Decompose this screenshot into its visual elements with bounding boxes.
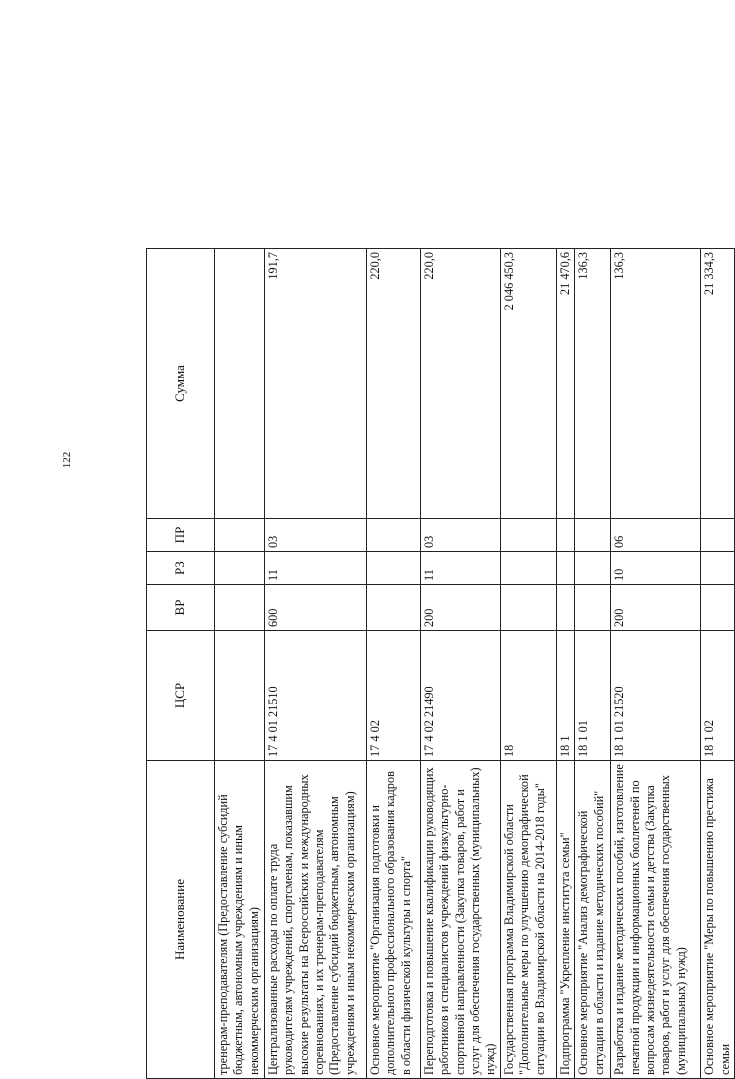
header-vr: ВР — [147, 585, 215, 631]
cell-sum — [215, 249, 265, 519]
cell-sum: 136,3 — [575, 249, 611, 519]
cell-name: Централизованные расходы по оплате труда руководителям учреждений, спортсменам, показавшим высокие результаты на Всероссийских и международных соревнованиях, и их тренерам-преподавателям (Предоставление субсидий бюджетным, автономным учреждениям и иным некоммерческим организациям) — [265, 761, 367, 1079]
cell-vr — [701, 585, 735, 631]
cell-name: Основное мероприятие "Организация подготовки и дополнительного профессионального образования кадров в области физической культуры и спорта" — [367, 761, 421, 1079]
cell-sum: 191,7 — [265, 249, 367, 519]
cell-vr: 200 — [421, 585, 501, 631]
cell-pr — [701, 519, 735, 552]
budget-table — [146, 248, 735, 1079]
cell-rz — [701, 552, 735, 585]
cell-pr — [575, 519, 611, 552]
cell-rz — [215, 552, 265, 585]
table-row — [500, 249, 556, 1079]
cell-vr — [575, 585, 611, 631]
cell-vr — [215, 585, 265, 631]
cell-name: Основное мероприятие "Меры по повышению престижа семьи — [701, 761, 735, 1079]
cell-pr — [556, 519, 574, 552]
cell-sum: 21 334,3 — [701, 249, 735, 519]
page-number: 122 — [61, 451, 73, 469]
header-rz: РЗ — [147, 552, 215, 585]
table-row — [556, 249, 574, 1079]
cell-rz — [556, 552, 574, 585]
header-name: Наименование — [147, 761, 215, 1079]
cell-pr — [215, 519, 265, 552]
header-pr: ПР — [147, 519, 215, 552]
cell-pr — [500, 519, 556, 552]
cell-sum: 220,0 — [367, 249, 421, 519]
cell-rz: 10 — [611, 552, 701, 585]
cell-rz: 11 — [265, 552, 367, 585]
cell-sum: 21 470,6 — [556, 249, 574, 519]
table-row — [215, 249, 265, 1079]
cell-name: тренерам-преподавателям (Предоставление субсидий бюджетным, автономным учреждениям и иным некоммерческим организациям) — [215, 761, 265, 1079]
cell-rz — [500, 552, 556, 585]
cell-vr — [556, 585, 574, 631]
cell-csr: 18 — [500, 631, 556, 761]
cell-csr: 18 1 01 21520 — [611, 631, 701, 761]
cell-csr: 18 1 02 — [701, 631, 735, 761]
cell-vr — [367, 585, 421, 631]
cell-vr: 200 — [611, 585, 701, 631]
table-row — [701, 249, 735, 1079]
cell-pr: 03 — [421, 519, 501, 552]
budget-table-sheet — [146, 249, 732, 1079]
cell-name: Основное мероприятие "Анализ демографической ситуации в области и издание методических пособий" — [575, 761, 611, 1079]
cell-sum: 220,0 — [421, 249, 501, 519]
cell-csr: 18 1 01 — [575, 631, 611, 761]
cell-pr — [367, 519, 421, 552]
cell-vr — [500, 585, 556, 631]
cell-sum: 2 046 450,3 — [500, 249, 556, 519]
cell-name: Подпрограмма "Укрепление института семьи" — [556, 761, 574, 1079]
cell-pr: 06 — [611, 519, 701, 552]
cell-csr — [215, 631, 265, 761]
cell-csr: 17 4 01 21510 — [265, 631, 367, 761]
cell-csr: 17 4 02 — [367, 631, 421, 761]
header-csr: ЦСР — [147, 631, 215, 761]
table-row — [421, 249, 501, 1079]
table-row — [611, 249, 701, 1079]
cell-rz: 11 — [421, 552, 501, 585]
cell-rz — [575, 552, 611, 585]
table-row — [265, 249, 367, 1079]
cell-name: Переподготовка и повышение квалификации руководящих работников и специалистов учреждений физкультурно-спортивной направленности (Закупка товаров, работ и услуг для обеспечения государственных (муниципальных) нужд) — [421, 761, 501, 1079]
table-row — [575, 249, 611, 1079]
table-row — [367, 249, 421, 1079]
cell-csr: 18 1 — [556, 631, 574, 761]
table-header-row — [147, 249, 215, 1079]
cell-name: Разработка и издание методических пособий, изготовление печатной продукции и информационных бюллетеней по вопросам жизнедеятельности семьи и детства (Закупка товаров, работ и услуг для обеспечения государственных (муниципальных) нужд) — [611, 761, 701, 1079]
cell-rz — [367, 552, 421, 585]
cell-vr: 600 — [265, 585, 367, 631]
header-sum: Сумма — [147, 249, 215, 519]
cell-pr: 03 — [265, 519, 367, 552]
cell-name: Государственная программа Владимирской области "Дополнительные меры по улучшению демографической ситуации во Владимирской области на 2014-2018 годы" — [500, 761, 556, 1079]
cell-csr: 17 4 02 21490 — [421, 631, 501, 761]
cell-sum: 136,3 — [611, 249, 701, 519]
